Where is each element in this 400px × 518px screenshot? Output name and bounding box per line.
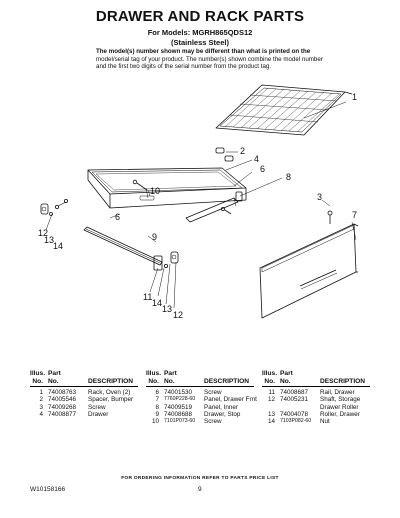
description: Spacer, Bumper bbox=[88, 396, 134, 404]
table-row bbox=[30, 396, 142, 403]
part-no: 74005546 bbox=[48, 396, 77, 404]
hdr-part: Part bbox=[280, 370, 293, 377]
oven-rack bbox=[216, 85, 352, 135]
part-no: 74009268 bbox=[48, 403, 77, 411]
description: Nut bbox=[320, 418, 330, 425]
hdr-illus: Illus. bbox=[30, 370, 46, 377]
parts-column-3 bbox=[262, 370, 374, 425]
part-no: 7103P082-60 bbox=[280, 418, 312, 424]
description: Roller, Drawer bbox=[320, 410, 360, 418]
illus-no: 11 bbox=[268, 389, 275, 397]
page-title: DRAWER AND RACK PARTS bbox=[95, 8, 305, 25]
document-number: W10158166 bbox=[30, 486, 66, 493]
illus-no: 2 bbox=[39, 396, 43, 404]
table-row bbox=[262, 404, 374, 411]
part-no: 74008877 bbox=[48, 410, 77, 418]
description: Drawer, Stop bbox=[204, 410, 241, 418]
part-no: 74005231 bbox=[280, 396, 309, 404]
header-rule bbox=[262, 386, 370, 387]
description: Rack, Oven (2) bbox=[88, 389, 131, 397]
callout-13-left: 13 bbox=[44, 235, 55, 245]
hdr-part: Part bbox=[164, 370, 177, 377]
callout-14-right: 14 bbox=[152, 298, 163, 308]
callout-14-left: 14 bbox=[53, 241, 64, 251]
parts-column-1 bbox=[30, 370, 142, 418]
exploded-parts-diagram bbox=[0, 68, 400, 368]
hdr-illus-no: No. bbox=[32, 377, 43, 385]
table-row bbox=[30, 411, 142, 418]
illus-no: 12 bbox=[267, 396, 275, 404]
illus-no: 10 bbox=[151, 418, 159, 425]
model-note-bold: The model(s) number shown may be different than what is printed on the bbox=[96, 48, 311, 55]
parts-column-2 bbox=[146, 370, 258, 425]
inner-panel bbox=[186, 192, 242, 222]
part-no: 74001530 bbox=[164, 389, 193, 397]
illus-no: 13 bbox=[267, 410, 275, 418]
callout-11: 11 bbox=[143, 292, 153, 302]
description: Panel, Drawer Frnt bbox=[204, 396, 257, 404]
illus-no: 7 bbox=[155, 396, 159, 404]
drawer-rail bbox=[84, 227, 162, 265]
hdr-desc: DESCRIPTION bbox=[204, 377, 250, 385]
parts-header bbox=[30, 370, 142, 385]
hdr-illus-no: No. bbox=[264, 377, 275, 385]
callout-6-top: 6 bbox=[260, 164, 266, 174]
callout-12-left: 12 bbox=[38, 228, 49, 238]
callout-9: 9 bbox=[152, 232, 158, 242]
table-row bbox=[262, 389, 374, 396]
description: Screw bbox=[204, 389, 222, 397]
hdr-part: Part bbox=[48, 370, 61, 377]
callout-6-left: 6 bbox=[115, 212, 121, 222]
part-no: 7760P228-60 bbox=[164, 396, 196, 403]
illus-no: 9 bbox=[155, 410, 159, 418]
description: Panel, Inner bbox=[204, 403, 238, 411]
description: Drawer Roller bbox=[320, 403, 359, 411]
table-row bbox=[146, 389, 258, 396]
page-number: 9 bbox=[198, 486, 202, 493]
leader-lines bbox=[46, 102, 356, 308]
hdr-illus: Illus. bbox=[262, 370, 278, 377]
part-no: 74009519 bbox=[164, 403, 193, 411]
table-row bbox=[262, 418, 374, 425]
table-row bbox=[262, 396, 374, 403]
callout-2: 2 bbox=[240, 146, 246, 156]
callout-labels bbox=[38, 92, 357, 320]
table-row bbox=[30, 404, 142, 411]
hdr-part-no: No. bbox=[164, 377, 175, 385]
callout-10: 10 bbox=[150, 186, 161, 196]
table-row bbox=[146, 411, 258, 418]
roller-assembly-left bbox=[41, 204, 53, 216]
ordering-notice: FOR ORDERING INFORMATION REFER TO PARTS PRICE LIST bbox=[121, 476, 279, 481]
spacer-bumper bbox=[216, 148, 233, 161]
hdr-illus-no: No. bbox=[148, 377, 159, 385]
parts-header bbox=[262, 370, 374, 385]
table-row bbox=[146, 404, 258, 411]
hdr-part-no: No. bbox=[280, 377, 291, 385]
description: Rail, Drawer bbox=[320, 389, 355, 397]
illus-no: 14 bbox=[267, 418, 275, 425]
illus-no: 3 bbox=[39, 403, 43, 411]
part-no: 74008763 bbox=[48, 389, 77, 397]
table-row bbox=[30, 389, 142, 396]
hdr-desc: DESCRIPTION bbox=[320, 377, 366, 385]
header-rule bbox=[30, 386, 138, 387]
callout-8: 8 bbox=[286, 172, 292, 182]
table-row bbox=[146, 396, 258, 403]
description: Drawer bbox=[88, 410, 109, 418]
parts-header bbox=[146, 370, 258, 385]
finish-line: (Stainless Steel) bbox=[171, 38, 229, 47]
illus-no: 8 bbox=[155, 403, 159, 411]
callout-12-right: 12 bbox=[173, 310, 184, 320]
description: Shaft, Storage bbox=[320, 396, 361, 404]
callout-7: 7 bbox=[352, 210, 358, 220]
drawer-front-panel bbox=[260, 224, 358, 318]
callout-13-right: 13 bbox=[162, 304, 173, 314]
description: Screw bbox=[204, 418, 222, 425]
callout-3: 3 bbox=[317, 192, 323, 202]
description: Screw bbox=[88, 403, 106, 411]
callout-4: 4 bbox=[254, 154, 260, 164]
drawer bbox=[88, 168, 246, 208]
hdr-desc: DESCRIPTION bbox=[88, 377, 134, 385]
hdr-illus: Illus. bbox=[146, 370, 162, 377]
header-rule bbox=[146, 386, 254, 387]
table-row bbox=[262, 411, 374, 418]
part-no: 74008688 bbox=[164, 410, 193, 418]
illus-no: 6 bbox=[155, 389, 159, 397]
part-no: 7101P073-60 bbox=[164, 418, 196, 424]
models-line: For Models: MGRH865QDS12 bbox=[147, 28, 253, 37]
screws bbox=[55, 180, 332, 224]
hdr-part-no: No. bbox=[48, 377, 59, 385]
illus-no: 1 bbox=[39, 389, 43, 397]
part-no: 74004078 bbox=[280, 410, 309, 418]
model-note-text: model/serial tag of your product. The number(s) shown combine the model number and the first two digits of the serial number from the product tag. bbox=[96, 55, 323, 71]
table-row bbox=[146, 418, 258, 425]
part-no: 74008687 bbox=[280, 389, 309, 397]
callout-1: 1 bbox=[352, 92, 358, 102]
illus-no: 4 bbox=[39, 410, 43, 418]
